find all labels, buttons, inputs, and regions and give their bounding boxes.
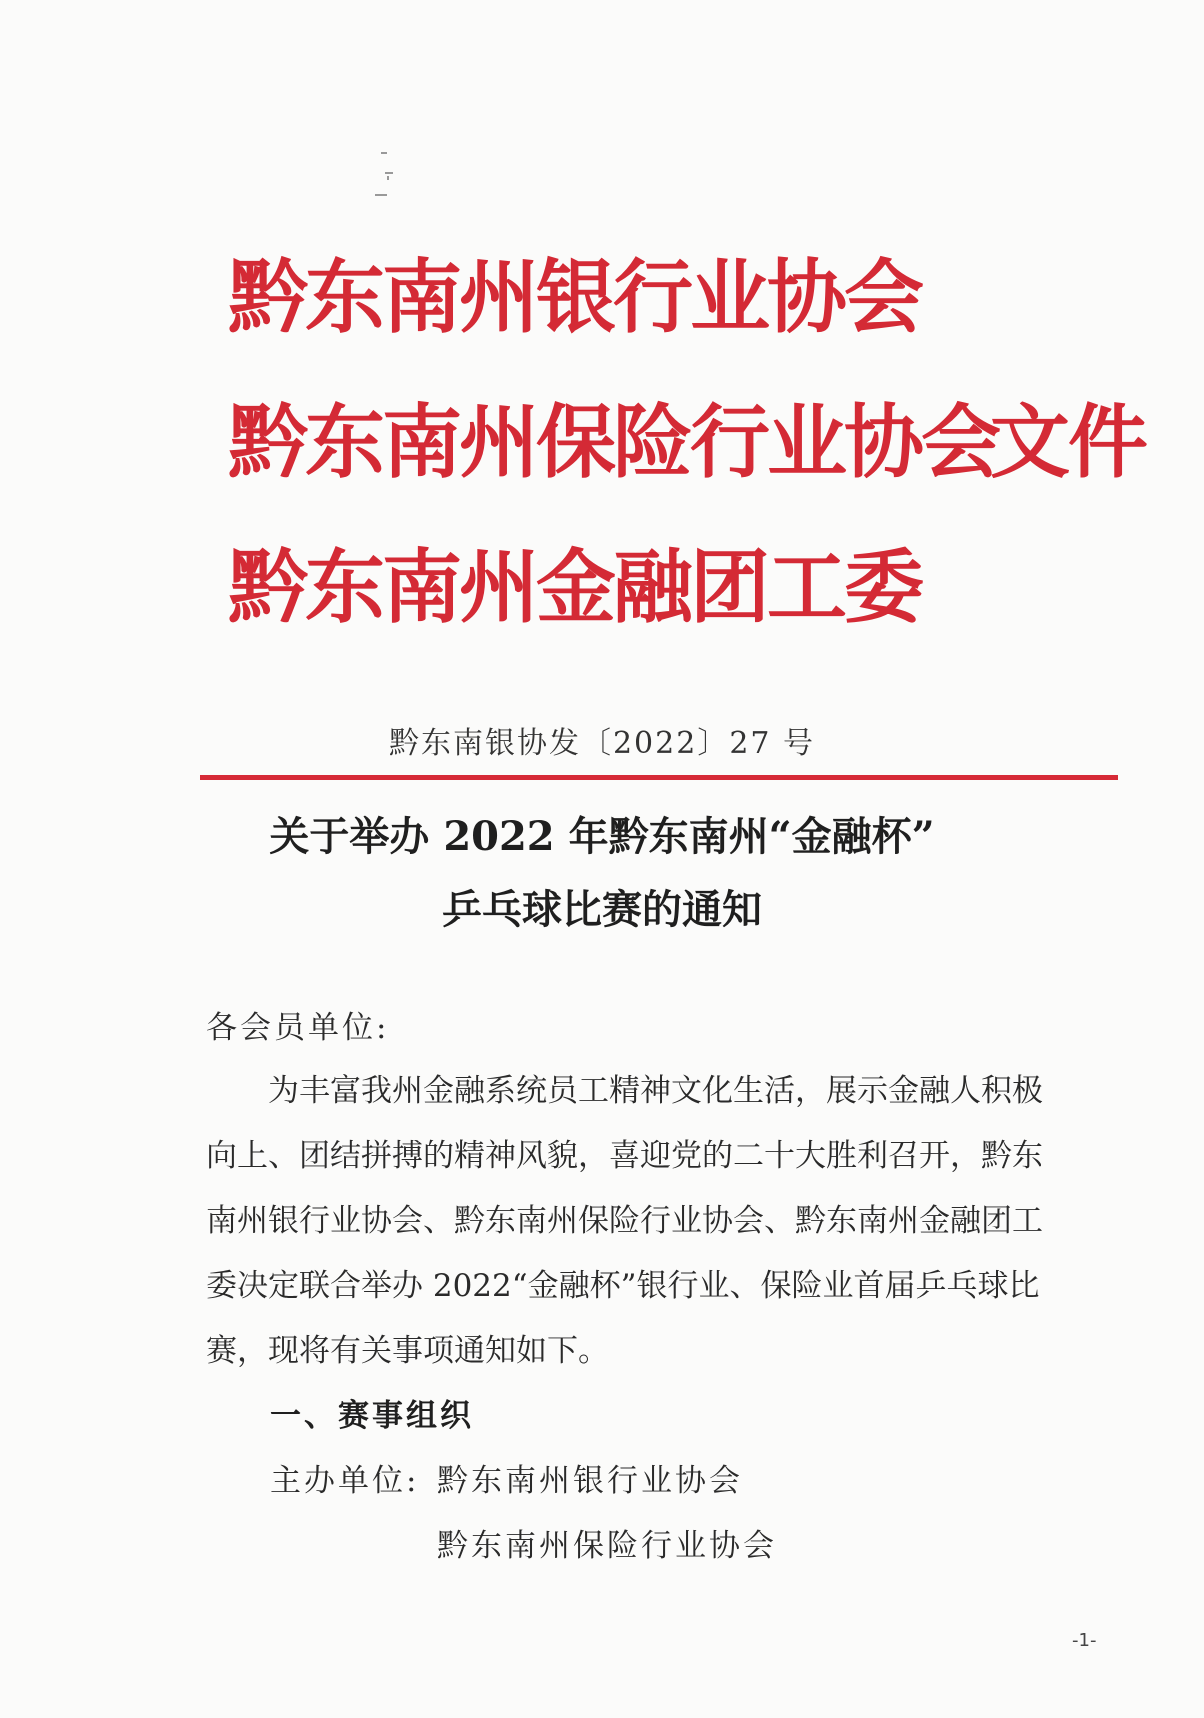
host-org-1: 黔东南州银行业协会: [437, 1463, 743, 1499]
org-name-insurance-association: 黔东南州保险行业协会: [228, 396, 998, 489]
org-name-banking-association: 黔东南州银行业协会: [228, 251, 921, 344]
document-label: 文件: [990, 396, 1146, 489]
paragraph-line: 南州银行业协会、黔东南州保险行业协会、黔东南州金融团工: [206, 1203, 1043, 1239]
page-number: -1-: [1072, 1630, 1097, 1651]
paragraph-line: 赛，现将有关事项通知如下。: [206, 1333, 609, 1369]
scan-specks: [375, 150, 405, 210]
paragraph-line: 委决定联合举办 2022“金融杯”银行业、保险业首届乒乓球比: [206, 1268, 1040, 1304]
document-number: 黔东南银协发〔2022〕27 号: [388, 726, 816, 761]
notice-title-line-1: 关于举办 2022 年黔东南州“金融杯”: [269, 813, 935, 860]
paragraph-line: 为丰富我州金融系统员工精神文化生活，展示金融人积极: [206, 1073, 1043, 1109]
salutation: 各会员单位:: [206, 1010, 390, 1046]
section-heading-organization: 一、赛事组织: [270, 1398, 474, 1434]
notice-title-line-2: 乒乓球比赛的通知: [442, 886, 762, 933]
org-name-finance-youth-committee: 黔东南州金融团工委: [228, 541, 921, 634]
header-divider: [200, 775, 1118, 780]
host-org-2: 黔东南州保险行业协会: [437, 1528, 777, 1564]
paragraph-line: 向上、团结拼搏的精神风貌，喜迎党的二十大胜利召开，黔东: [206, 1138, 1043, 1174]
host-label: 主办单位:: [270, 1463, 420, 1499]
